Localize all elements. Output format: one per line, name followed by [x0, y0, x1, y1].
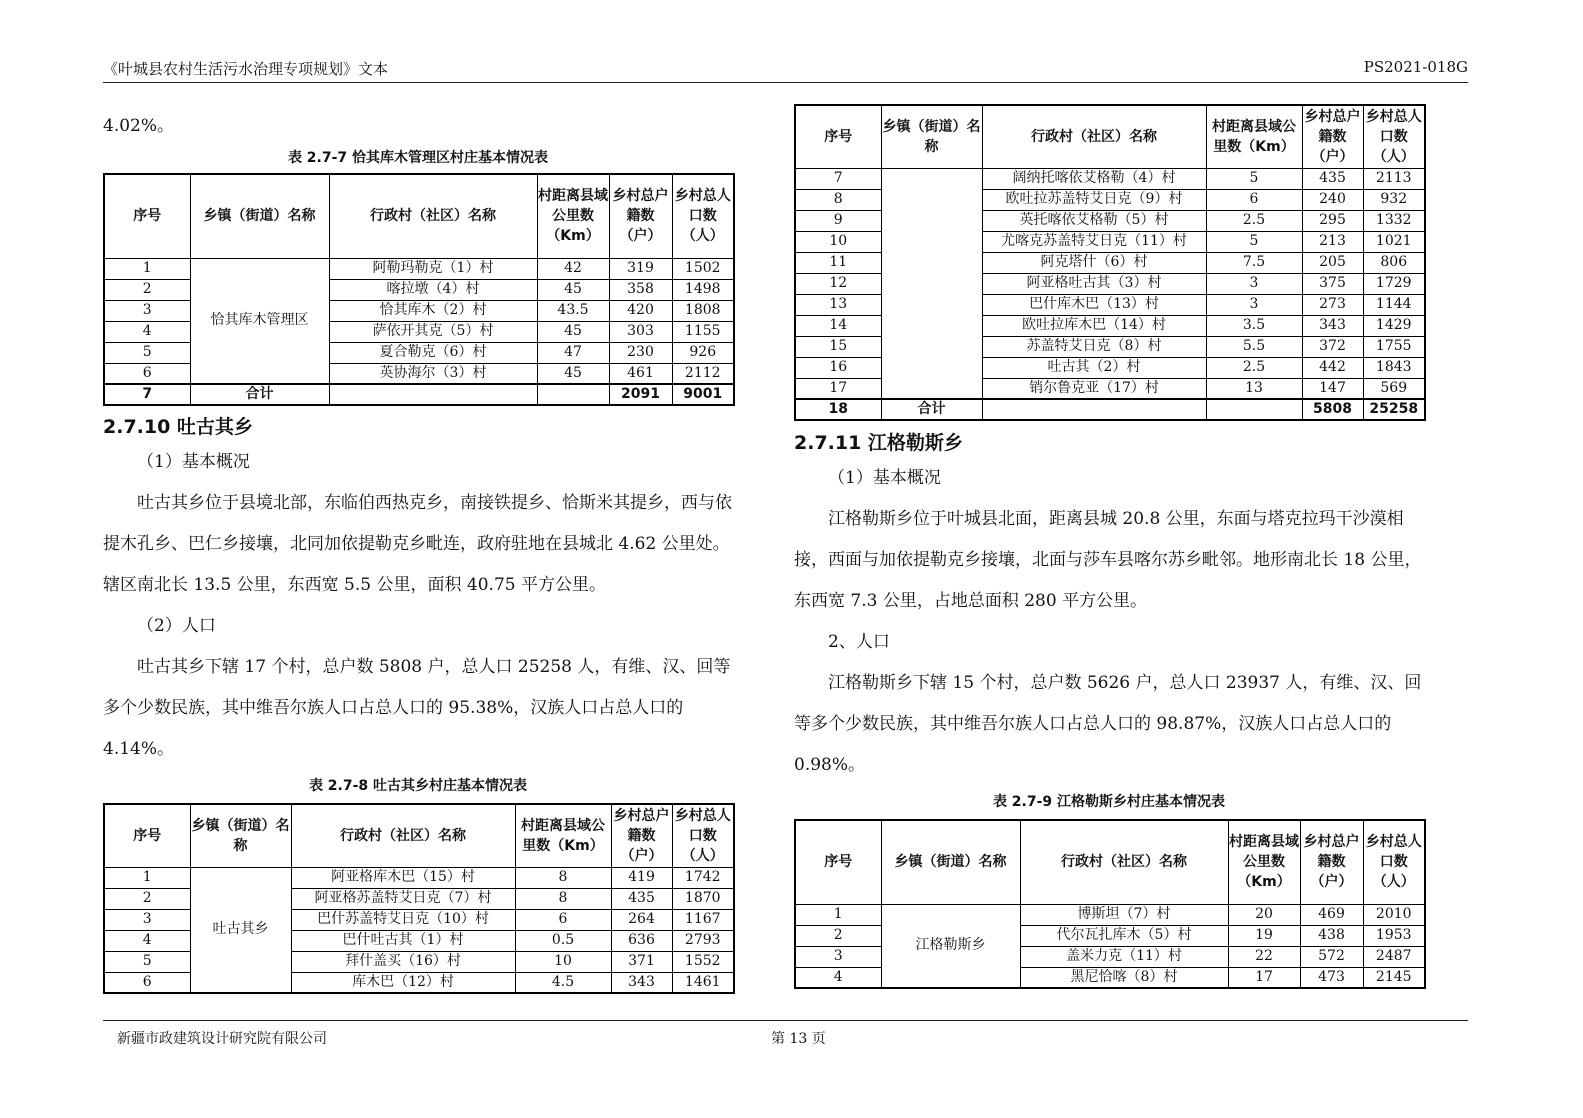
paragraph: 江格勒斯乡位于叶城县北面，距离县城 20.8 公里，东面与塔克拉玛干沙漠相接，西面与加依提勒克乡接壤，北面与莎车县喀尔苏乡毗邻。地形南北长 18 公里，东西宽 7.3 公里，占地总面积 280 平方公里。 [794, 509, 1422, 611]
subheading: （1）基本概况 [828, 468, 941, 488]
header-cell: 乡村总人口数（人） [672, 174, 734, 258]
table-row: 5 拜什盖买（16）村 10 371 1552 [104, 951, 734, 972]
table-row: 1 吐古其乡 阿亚格库木巴（15）村 8 419 1742 [104, 867, 734, 888]
table-row: 8 欧吐拉苏盖特艾日克（9）村 6 240 932 [795, 189, 1425, 210]
table-row: 4 黑尼恰喀（8）村 17 473 2145 [795, 967, 1425, 988]
table-caption-2-7-7: 表 2.7-7 恰其库木管理区村庄基本情况表 [287, 150, 549, 166]
table-row: 16 吐古其（2）村 2.5 442 1843 [795, 357, 1425, 378]
document-title: 《叶城县农村生活污水治理专项规划》文本 [103, 60, 389, 78]
table-header-row: 序号 乡镇（街道）名称 行政村（社区）名称 村距离县域公里数（Km） 乡村总户籍数（户） 乡村总人口数（人） [795, 820, 1425, 904]
table-row: 15 苏盖特艾日克（8）村 5.5 372 1755 [795, 336, 1425, 357]
table-header-row: 序号 乡镇（街道）名称 行政村（社区）名称 村距离县域公里数（Km） 乡村总户籍数（户） 乡村总人口数（人） [104, 804, 734, 867]
header-divider [103, 82, 1468, 83]
document-code: PS2021-018G [1363, 58, 1468, 76]
subheading: （1）基本概况 [137, 452, 250, 472]
table-row: 11 阿克塔什（6）村 7.5 205 806 [795, 252, 1425, 273]
paragraph: 江格勒斯乡下辖 15 个村，总户数 5626 户，总人口 23937 人，有维、汉、回等多个少数民族，其中维吾尔族人口占总人口的 98.87%，汉族人口占总人口的 0.98%。 [794, 673, 1422, 775]
page-number: 第 13 页 [771, 1031, 826, 1047]
table-row: 10 尤喀克苏盖特艾日克（11）村 5 213 1021 [795, 231, 1425, 252]
section-title: 2.7.11 江格勒斯乡 [794, 432, 963, 454]
town-name-cell [881, 168, 982, 399]
table-row: 17 销尔鲁克亚（17）村 13 147 569 [795, 378, 1425, 399]
right-column [794, 104, 1424, 989]
page-header [103, 58, 1468, 82]
footer-divider [103, 1020, 1468, 1021]
table-row: 6 英协海尔（3）村 45 461 2112 [104, 363, 734, 384]
table-caption-2-7-8: 表 2.7-8 吐古其乡村庄基本情况表 [308, 778, 528, 794]
table-row: 4 萨依开其克（5）村 45 303 1155 [104, 321, 734, 342]
header-cell: 乡村总户籍数（户） [609, 174, 672, 258]
table-row: 3 恰其库木（2）村 43.5 420 1808 [104, 300, 734, 321]
left-column [103, 110, 733, 994]
table-total-row: 7 合计 2091 9001 [104, 384, 734, 405]
table-row: 3 盖米力克（11）村 22 572 2487 [795, 946, 1425, 967]
header-cell: 序号 [104, 174, 190, 258]
table-row: 7 阔纳托喀依艾格勒（4）村 5 435 2113 [795, 168, 1425, 189]
organization-name: 新疆市政建筑设计研究院有限公司 [117, 1031, 327, 1047]
table-caption-2-7-9: 表 2.7-9 江格勒斯乡村庄基本情况表 [992, 794, 1226, 810]
table-row: 1 恰其库木管理区 阿勒玛勒克（1）村 42 319 1502 [104, 258, 734, 279]
paragraph: 吐古其乡下辖 17 个村，总户数 5808 户，总人口 25258 人，有维、汉、回等多个少数民族，其中维吾尔族人口占总人口的 95.38%，汉族人口占总人口的 4.14%。 [103, 657, 731, 759]
header-cell: 村距离县域公里数（Km） [537, 174, 609, 258]
table-2-7-8-continued [794, 104, 1426, 421]
town-name-cell: 吐古其乡 [190, 867, 291, 993]
table-header-row [104, 174, 734, 258]
table-row: 12 阿亚格吐古其（3）村 3 375 1729 [795, 273, 1425, 294]
section-title: 2.7.10 吐古其乡 [103, 416, 253, 438]
paragraph: 吐古其乡位于县境北部，东临伯西热克乡，南接铁提乡、恰斯米其提乡，西与依提木孔乡、巴仁乡接壤，北同加依提勒克乡毗连，政府驻地在县城北 4.62 公里处。辖区南北长 13.5 公里，东西宽 5.5 公里，面积 40.75 平方公里。 [103, 493, 732, 595]
subheading: 2、人口 [828, 632, 890, 652]
table-row: 6 库木巴（12）村 4.5 343 1461 [104, 972, 734, 993]
table-2-7-8 [103, 803, 735, 994]
carry-text: 4.02%。 [103, 116, 175, 136]
table-row: 4 巴什吐古其（1）村 0.5 636 2793 [104, 930, 734, 951]
table-row: 2 喀拉墩（4）村 45 358 1498 [104, 279, 734, 300]
header-cell: 行政村（社区）名称 [329, 174, 537, 258]
header-cell: 乡镇（街道）名称 [190, 174, 329, 258]
town-name-cell: 江格勒斯乡 [881, 904, 1020, 988]
table-row: 9 英托喀依艾格勒（5）村 2.5 295 1332 [795, 210, 1425, 231]
table-header-row: 序号 乡镇（街道）名称 行政村（社区）名称 村距离县域公里数（Km） 乡村总户籍数（户） 乡村总人口数（人） [795, 105, 1425, 168]
table-row: 2 代尔瓦扎库木（5）村 19 438 1953 [795, 925, 1425, 946]
table-row: 13 巴什库木巴（13）村 3 273 1144 [795, 294, 1425, 315]
table-row: 1 江格勒斯乡 博斯坦（7）村 20 469 2010 [795, 904, 1425, 925]
table-total-row: 18 合计 5808 25258 [795, 399, 1425, 420]
table-row: 3 巴什苏盖特艾日克（10）村 6 264 1167 [104, 909, 734, 930]
table-row: 14 欧吐拉库木巴（14）村 3.5 343 1429 [795, 315, 1425, 336]
table-row: 2 阿亚格苏盖特艾日克（7）村 8 435 1870 [104, 888, 734, 909]
table-2-7-7 [103, 173, 735, 406]
table-row: 5 夏合勒克（6）村 47 230 926 [104, 342, 734, 363]
subheading: （2）人口 [137, 616, 216, 636]
town-name-cell: 恰其库木管理区 [190, 258, 329, 384]
table-2-7-9 [794, 819, 1426, 989]
